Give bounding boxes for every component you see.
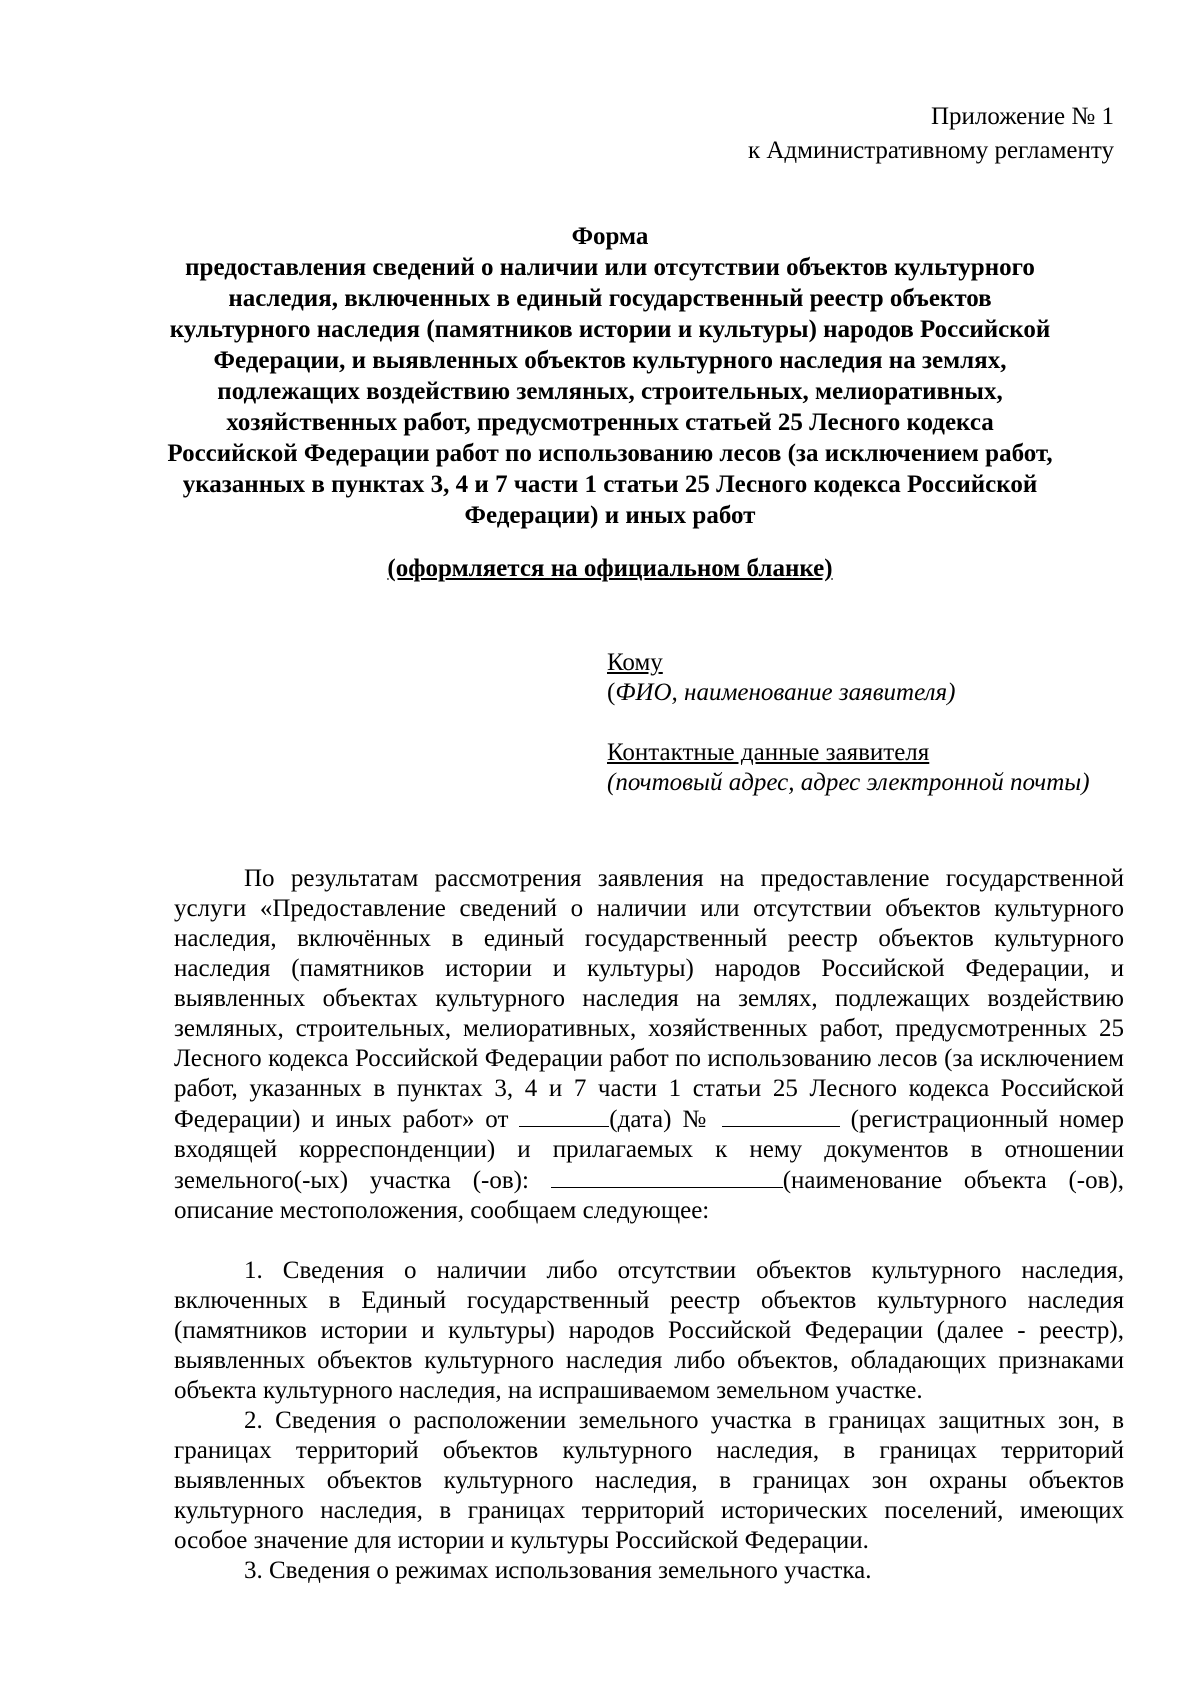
official-blank-note: (оформляется на официальном бланке) bbox=[387, 555, 833, 582]
form-title-line: Российской Федерации работ по использованию лесов (за исключением работ, bbox=[167, 440, 1053, 467]
form-title-line: наследия, включенных в единый государственный реестр объектов bbox=[228, 285, 992, 312]
document-body bbox=[174, 864, 1124, 1586]
registration-number-blank bbox=[722, 1104, 840, 1127]
recipient-to-hint-open: ( bbox=[607, 679, 616, 706]
recipient-contacts-label: Контактные данные заявителя bbox=[607, 739, 930, 766]
recipient-to-hint-line bbox=[607, 678, 1127, 708]
form-title-line: Федерации) и иных работ bbox=[464, 502, 756, 529]
form-title-line: предоставления сведений о наличии или отсутствии объектов культурного bbox=[185, 254, 1035, 281]
list-item-1: 1. Сведения о наличии либо отсутствии объектов культурного наследия, включенных в Единый государственный реестр объектов культурного наследия (памятников истории и культуры) народов Российской Федерации (далее - реестр), выявленных объектов культурного наследия либо объектов, обладающих признаками объекта культурного наследия, на испрашиваемом земельном участке. bbox=[174, 1257, 1124, 1404]
appendix-header bbox=[748, 100, 1114, 168]
form-title-line: указанных в пунктах 3, 4 и 7 части 1 статьи 25 Лесного кодекса Российской bbox=[182, 471, 1038, 498]
form-title-line: Федерации, и выявленных объектов культурного наследия на землях, bbox=[213, 347, 1007, 374]
appendix-number: Приложение № 1 bbox=[930, 103, 1114, 130]
form-title-line: культурного наследия (памятников истории и культуры) народов Российской bbox=[169, 316, 1051, 343]
land-plot-blank bbox=[551, 1165, 783, 1188]
intro-text-part3: (наименование объекта (-ов), описание местоположения, сообщаем следующее: bbox=[174, 1167, 1124, 1224]
form-title-line: подлежащих воздействию земляных, строительных, мелиоративных, bbox=[217, 378, 1003, 405]
recipient-contacts-hint: (почтовый адрес, адрес электронной почты) bbox=[607, 769, 1090, 796]
date-blank bbox=[519, 1104, 609, 1127]
intro-text-part1: По результатам рассмотрения заявления на предоставление государственной услуги «Предоставление сведений о наличии или отсутствии объектов культурного наследия, включённых в единый государственный реестр объектов культурного наследия (памятников истории и культуры) народов Российской Федерации, и выявленных объектах культурного наследия на землях, подлежащих воздействию земляных, строительных, мелиоративных, хозяйственных работ, предусмотренных 25 Лесного кодекса Российской Федерации работ по использованию лесов (за исключением работ, указанных в пунктах 3, 4 и 7 части 1 статьи 25 Лесного кодекса Российской Федерации) и иных работ» от bbox=[174, 865, 1124, 1133]
form-heading: Форма bbox=[571, 223, 649, 250]
recipient-to-hint: ФИО, наименование заявителя) bbox=[615, 679, 956, 706]
intro-paragraph bbox=[174, 864, 1124, 1226]
form-title bbox=[150, 221, 1070, 531]
list-item-2: 2. Сведения о расположении земельного участка в границах защитных зон, в границах территорий объектов культурного наследия, в границах территорий выявленных объектов культурного наследия, в границах зон охраны объектов культурного наследия, в границах территорий исторических поселений, имеющих особое значение для истории и культуры Российской Федерации. bbox=[174, 1407, 1124, 1554]
intro-text-part2: (регистрационный номер входящей корреспонденции) и прилагаемых к нему документов в отношении земельного(-ых) участка (-ов): bbox=[174, 1106, 1124, 1194]
form-title-line: хозяйственных работ, предусмотренных статьей 25 Лесного кодекса bbox=[226, 409, 994, 436]
list-item-3: 3. Сведения о режимах использования земельного участка. bbox=[244, 1557, 872, 1584]
appendix-reference: к Административному регламенту bbox=[747, 137, 1114, 164]
recipient-to-label: Кому bbox=[607, 649, 663, 676]
recipient-block bbox=[607, 648, 1127, 798]
date-label: (дата) № bbox=[609, 1106, 722, 1133]
